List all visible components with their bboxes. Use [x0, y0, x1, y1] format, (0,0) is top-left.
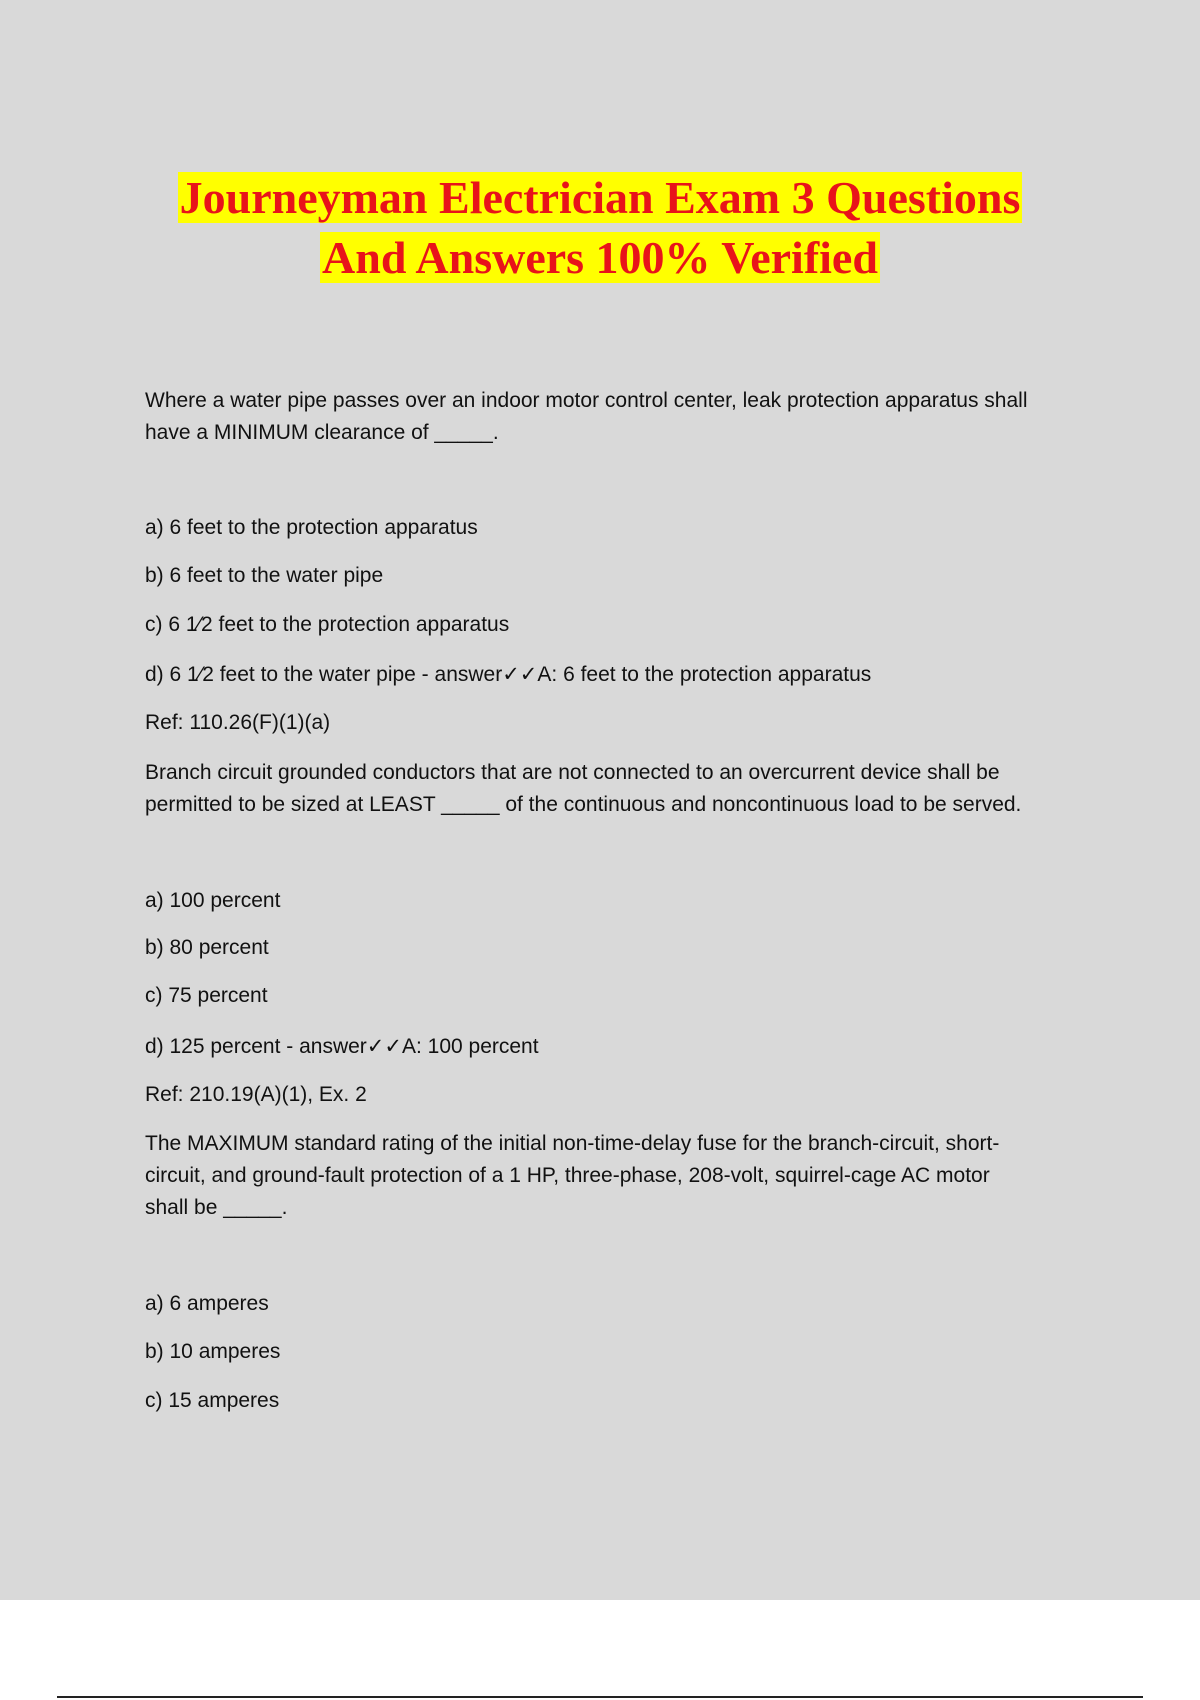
answer-option-with-key: d) 6 1⁄2 feet to the water pipe - answer✓✓A: 6 feet to the protection apparatus	[145, 663, 872, 686]
question-stem-line: The MAXIMUM standard rating of the initial non-time-delay fuse for the branch-circuit, short-	[145, 1132, 1000, 1155]
question-stem-line: Branch circuit grounded conductors that are not connected to an overcurrent device shall be	[145, 761, 1000, 784]
answer-option: c) 15 amperes	[145, 1389, 280, 1412]
reference: Ref: 110.26(F)(1)(a)	[145, 711, 331, 734]
reference: Ref: 210.19(A)(1), Ex. 2	[145, 1083, 367, 1106]
answer-option: a) 6 feet to the protection apparatus	[145, 516, 478, 539]
answer-option: b) 80 percent	[145, 936, 269, 959]
question-stem-line: circuit, and ground-fault protection of a 1 HP, three-phase, 208-volt, squirrel-cage AC motor	[145, 1164, 990, 1187]
question-stem-line: Where a water pipe passes over an indoor motor control center, leak protection apparatus shall	[145, 389, 1028, 412]
title-line-1: Journeyman Electrician Exam 3 Questions	[179, 172, 1021, 223]
answer-option-with-key: d) 125 percent - answer✓✓A: 100 percent	[145, 1035, 539, 1058]
question-stem-line: have a MINIMUM clearance of _____.	[145, 421, 499, 444]
question-stem-line: permitted to be sized at LEAST _____ of the continuous and noncontinuous load to be served.	[145, 793, 1022, 816]
title-line-2: And Answers 100% Verified	[322, 232, 878, 283]
answer-option: c) 6 1⁄2 feet to the protection apparatus	[145, 613, 510, 636]
footer-divider	[57, 1696, 1143, 1698]
answer-option: b) 10 amperes	[145, 1340, 281, 1363]
answer-option: a) 6 amperes	[145, 1292, 269, 1315]
answer-option: c) 75 percent	[145, 984, 268, 1007]
document-title	[0, 168, 1200, 288]
question-stem-line: shall be _____.	[145, 1196, 288, 1219]
answer-option: a) 100 percent	[145, 889, 281, 912]
answer-option: b) 6 feet to the water pipe	[145, 564, 384, 587]
